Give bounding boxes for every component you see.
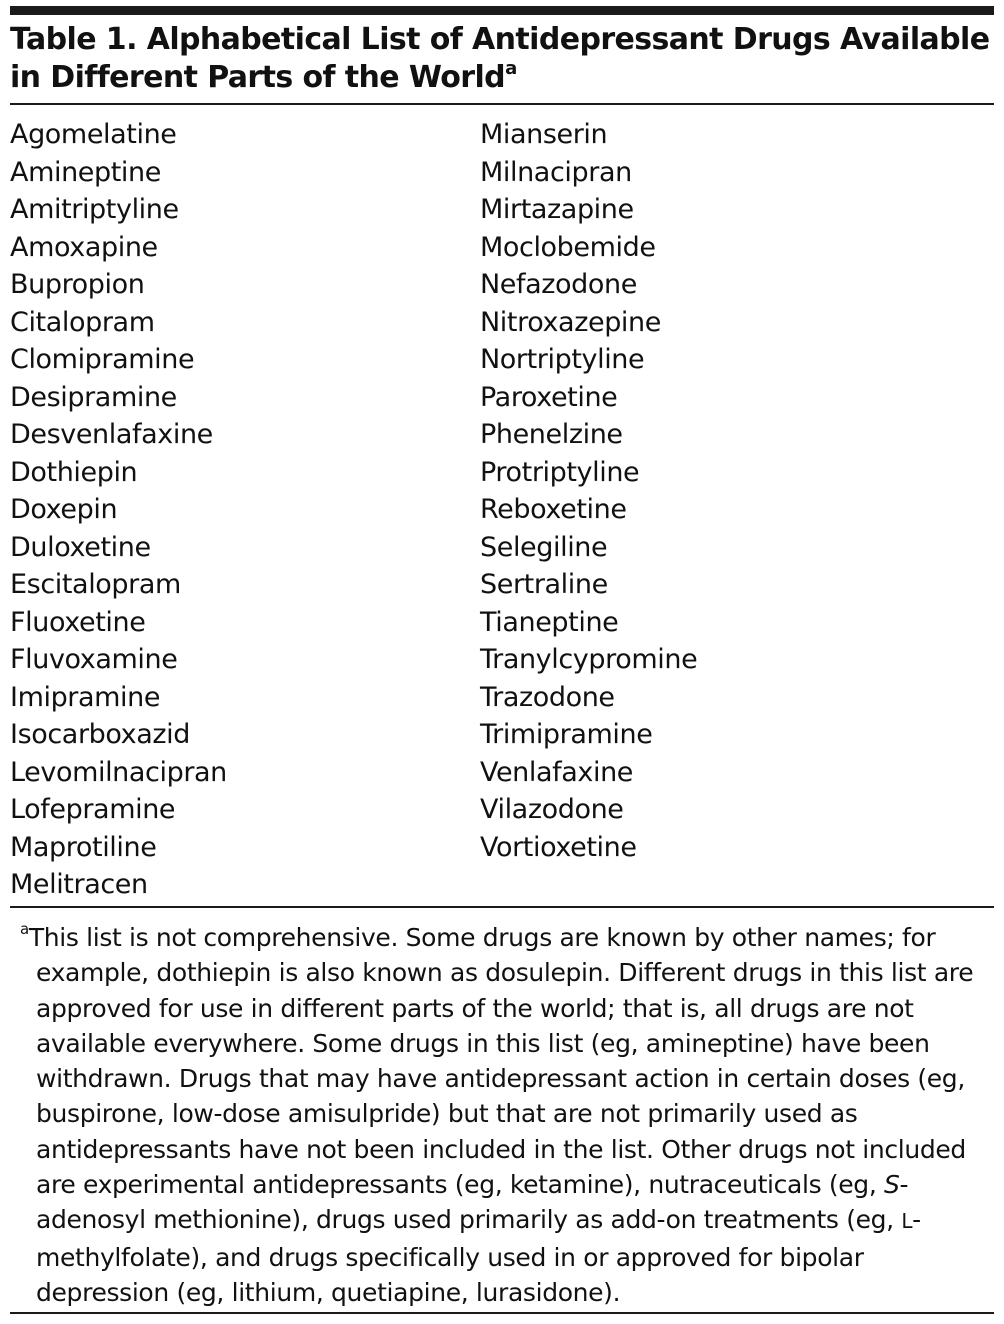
footnote-italic-s: S (884, 1170, 900, 1200)
drug-name: Isocarboxazid (10, 719, 191, 750)
drug-name: Moclobemide (480, 231, 656, 263)
title-rule (10, 103, 994, 105)
drug-name: Amoxapine (10, 231, 158, 263)
drug-name: Tranylcypromine (480, 644, 698, 675)
drug-name: Venlafaxine (480, 756, 633, 788)
drug-name: Nortriptyline (480, 344, 645, 375)
footnote-rule (10, 906, 994, 908)
drug-list-left-column (10, 116, 227, 904)
drug-name: Clomipramine (10, 344, 195, 375)
footnote-text-part-1: This list is not comprehensive. Some drugs are known by other names; for example, dothiepin is also known as dosulepin. Different drugs in this list are approved for use in different parts of the world; that is, all drugs are not available everywhere. Some drugs in this list (eg, amineptine) have been withdrawn. Drugs that may have antidepressant action in certain doses (eg, buspirone, low-dose amisulpride) but that are not primarily used as antidepressants have not been included in the list. Other drugs not included are experimental antidepressants (eg, ketamine), nutraceuticals (eg, (28, 923, 974, 1200)
drug-name: Trimipramine (480, 719, 653, 750)
drug-name: Nitroxazepine (480, 306, 661, 338)
drug-name: Citalopram (10, 306, 155, 338)
drug-name: Vilazodone (480, 794, 624, 825)
drug-name: Selegiline (480, 531, 608, 563)
drug-name: Milnacipran (480, 156, 632, 188)
drug-name: Levomilnacipran (10, 756, 227, 788)
table-title-footnote-marker: a (505, 58, 517, 79)
footnote-marker: a (20, 919, 29, 938)
drug-name: Melitracen (10, 869, 148, 900)
drug-name: Desipramine (10, 381, 177, 413)
drug-name: Desvenlafaxine (10, 419, 213, 450)
drug-name: Bupropion (10, 269, 145, 300)
drug-name: Dothiepin (10, 456, 138, 488)
table-container (10, 6, 994, 1316)
table-footnote (10, 920, 994, 1310)
drug-name: Escitalopram (10, 569, 181, 600)
footnote-smallcaps-l: L (901, 1209, 913, 1234)
drug-name: Fluvoxamine (10, 644, 178, 675)
top-rule (10, 6, 994, 15)
drug-name: Protriptyline (480, 456, 640, 488)
table-title-text: Table 1. Alphabetical List of Antidepressant Drugs Available in Different Parts of the World (10, 22, 990, 95)
drug-name: Fluoxetine (10, 606, 146, 638)
drug-name: Nefazodone (480, 269, 637, 300)
bottom-rule (10, 1312, 994, 1314)
drug-name: Mianserin (480, 119, 608, 150)
drug-name: Agomelatine (10, 119, 177, 150)
drug-name: Sertraline (480, 569, 608, 600)
drug-name: Phenelzine (480, 419, 623, 450)
drug-name: Doxepin (10, 494, 118, 525)
drug-name: Trazodone (480, 681, 615, 713)
drug-name: Reboxetine (480, 494, 627, 525)
drug-name: Lofepramine (10, 794, 176, 825)
drug-name: Amineptine (10, 156, 161, 188)
drug-name: Amitriptyline (10, 194, 179, 225)
drug-name: Duloxetine (10, 531, 151, 563)
drug-name: Paroxetine (480, 381, 618, 413)
drug-list-right-column (480, 116, 697, 866)
drug-name: Tianeptine (480, 606, 619, 638)
drug-name: Mirtazapine (480, 194, 634, 225)
drug-name: Imipramine (10, 681, 161, 713)
drug-name: Vortioxetine (480, 831, 637, 863)
footnote-text-part-3: -methylfolate), and drugs specifically used in or approved for bipolar depression (eg, lithium, quetiapine, lurasidone). (36, 1205, 921, 1307)
table-title (10, 21, 994, 97)
footnote-text-part-2: -adenosyl methionine), drugs used primarily as add-on treatments (eg, (36, 1170, 909, 1235)
drug-name: Maprotiline (10, 831, 157, 863)
